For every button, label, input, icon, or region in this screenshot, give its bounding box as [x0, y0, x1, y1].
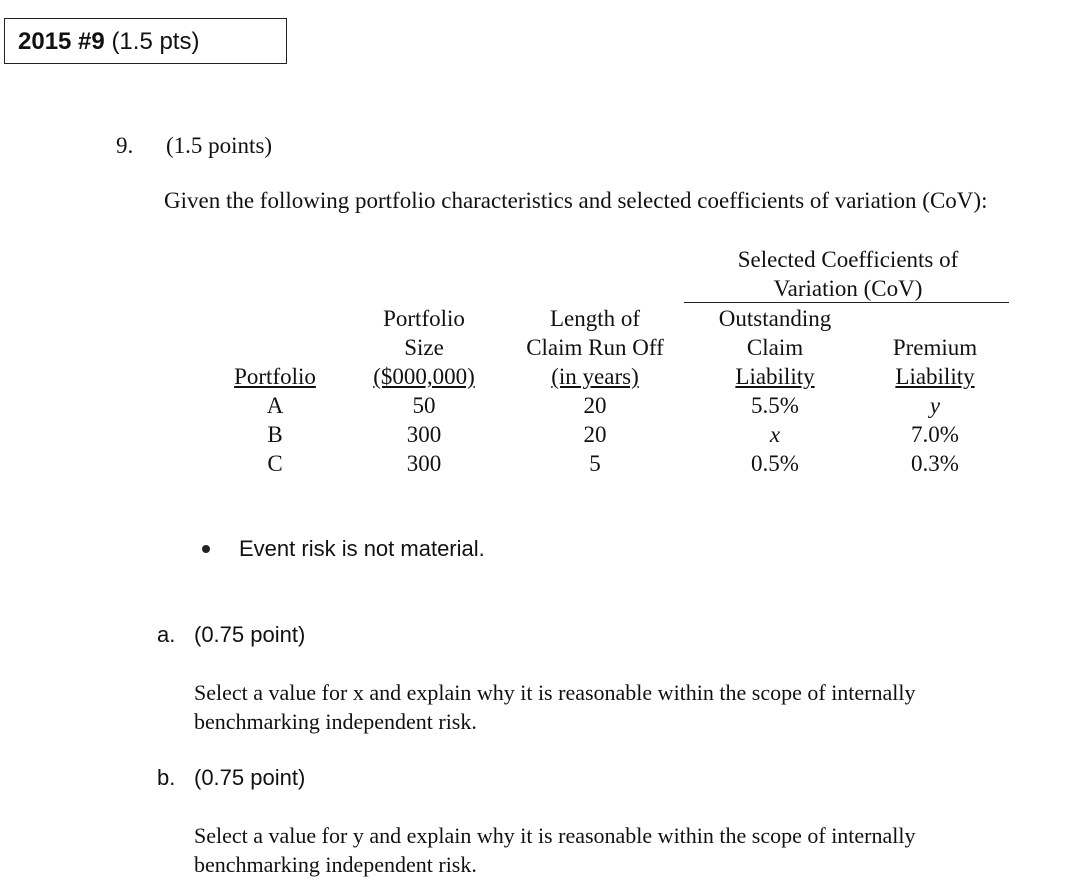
table-cell: 300: [406, 422, 442, 447]
question-header-points: (1.5 pts): [111, 28, 200, 55]
column-runoff: [510, 304, 680, 478]
table-cell: y: [929, 393, 941, 418]
part-a-points: (0.75 point): [194, 622, 306, 647]
cov-group-header: [718, 245, 978, 303]
table-cell: C: [267, 451, 283, 476]
column-premium-liability: [870, 333, 1000, 478]
question-intro: Given the following portfolio characteristics and selected coefficients of variation (CoV):: [164, 188, 988, 213]
bullet-text: Event risk is not material.: [239, 536, 485, 561]
table-cell: 20: [583, 393, 607, 418]
column-header: Claim Run Off: [526, 335, 664, 360]
table-cell: 300: [406, 451, 442, 476]
cov-group-rule: [684, 302, 1009, 303]
column-header: Portfolio: [234, 364, 316, 389]
column-header: Size: [404, 335, 444, 360]
cov-group-header-line2: Variation (CoV): [773, 276, 923, 301]
column-header: Liability: [735, 364, 815, 389]
column-header: (in years): [551, 364, 639, 389]
question-header-number: 2015 #9: [18, 28, 105, 55]
question-number: 9.: [116, 133, 134, 158]
column-header: Premium: [892, 335, 978, 360]
question-header: [4, 18, 287, 64]
part-a-text: Select a value for x and explain why it is reasonable within the scope of internally benchmarking independent risk.: [194, 680, 916, 734]
cov-group-header-line1: Selected Coefficients of: [737, 247, 959, 272]
part-a-letter: a.: [157, 622, 176, 647]
column-size: [354, 304, 494, 478]
column-header: Outstanding: [718, 306, 832, 331]
table-cell: 5: [589, 451, 601, 476]
column-portfolio: [220, 362, 330, 478]
column-header: Claim: [746, 335, 804, 360]
column-claim-liability: [700, 304, 850, 478]
column-header: ($000,000): [373, 364, 475, 389]
table-cell: 50: [412, 393, 436, 418]
table-cell: 20: [583, 422, 607, 447]
table-cell: 5.5%: [751, 393, 799, 418]
bullet-icon: [202, 545, 210, 553]
table-cell: 7.0%: [911, 422, 959, 447]
part-b-points: (0.75 point): [194, 765, 306, 790]
part-b-text: Select a value for y and explain why it is reasonable within the scope of internally benchmarking independent risk.: [194, 823, 916, 877]
table-cell: B: [267, 422, 283, 447]
column-header: Portfolio: [383, 306, 465, 331]
table-cell: 0.3%: [911, 451, 959, 476]
table-cell: 0.5%: [751, 451, 799, 476]
part-b-letter: b.: [157, 765, 176, 790]
column-header: Length of: [549, 306, 641, 331]
column-header: Liability: [895, 364, 975, 389]
table-cell: x: [769, 422, 781, 447]
question-points: (1.5 points): [166, 133, 273, 158]
table-cell: A: [266, 393, 284, 418]
